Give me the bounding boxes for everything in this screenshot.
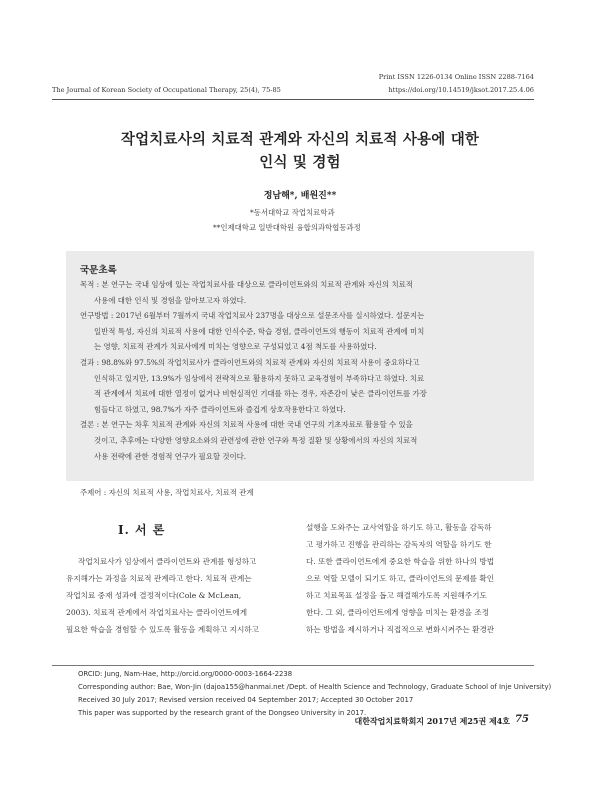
doi-link[interactable]: https://doi.org/10.14519/jksot.2017.25.4.06 xyxy=(388,86,534,94)
abstract-line: 일반적 특성, 자신의 치료적 사용에 대한 인식수준, 학습 경험, 클라이언트의 행동이 치료적 관계에 미치 xyxy=(94,327,425,336)
abstract-line: 사용 전략에 관한 경험적 연구가 필요할 것이다. xyxy=(94,452,247,461)
body-text-line: 으로 역할 모델이 되기도 하고, 클라이언트의 문제를 확인 xyxy=(306,574,495,583)
abstract-line: 는 영향, 치료적 관계가 치료사에게 미치는 영향으로 구성되었고 4점 척도를 사용하였다. xyxy=(94,342,377,351)
body-text-line: 고 평가하고 진행을 관리하는 감독자의 역할을 하기도 한 xyxy=(306,540,492,549)
footnote-corresponding: Corresponding author: Bae, Won-Jin (dajoa155@hanmai.net /Dept. of Health Science and Technology, Graduate School of Inje University) xyxy=(78,683,552,691)
abstract-line: 연구방법 : 2017년 6월부터 7월까지 국내 작업치료사 237명을 대상으로 설문조사를 실시하였다. 설문지는 xyxy=(80,311,425,320)
abstract-line: 사용에 대한 인식 및 경험을 알아보고자 하였다. xyxy=(94,296,247,305)
body-text-line: 필요한 학습을 경험할 수 있도록 활동을 계획하고 지시하고 xyxy=(66,625,259,634)
abstract-line: 목적 : 본 연구는 국내 임상에 있는 작업치료사를 대상으로 클라이언트와의 치료적 관계와 자신의 치료적 xyxy=(80,280,413,289)
abstract-line: 힘들다고 하였고, 98.7%가 자주 클라이언트와 즐겁게 상호작용한다고 하였다. xyxy=(94,405,346,414)
section-title: Ⅰ. 서 론 xyxy=(118,523,166,537)
body-text-line: 하고 치료목표 설정을 돕고 해결해가도록 지원해주기도 xyxy=(306,591,487,600)
paper-title-line1: 작업치료사의 치료적 관계와 자신의 치료적 사용에 대한 xyxy=(120,131,480,148)
abstract-heading: 국문초록 xyxy=(80,265,117,276)
footnote-received: Received 30 July 2017; Revised version received 04 September 2017; Accepted 30 October 2017 xyxy=(78,696,414,704)
issn-text: Print ISSN 1226-0134 Online ISSN 2288-7164 xyxy=(378,73,534,81)
body-text-line: 2003). 치료적 관계에서 작업치료사는 클라이언트에게 xyxy=(66,608,248,617)
journal-footer: 대한작업치료학회지 2017년 제25권 제4호 xyxy=(354,716,510,726)
keywords: 주제어 : 자신의 치료적 사용, 작업치료사, 치료적 관계 xyxy=(80,488,254,497)
abstract-line: 것이고, 추후에는 다양한 영향요소와의 관련성에 관한 연구와 특정 질환 및 상황에서의 자신의 치료적 xyxy=(94,436,418,445)
body-text-line: 작업치료 중재 성과에 결정적이다(Cole & McLean, xyxy=(66,591,242,600)
abstract-line: 결론 : 본 연구는 차후 치료적 관계와 자신의 치료적 사용에 대한 국내 연구의 기초자료로 활용할 수 있을 xyxy=(80,420,413,429)
affiliation-2: **인제대학교 일반대학원 융합의과학협동과정 xyxy=(213,223,361,232)
abstract-line: 결과 : 98.8%와 97.5%의 작업치료사가 클라이언트와의 치료적 관계와 자신의 치료적 사용이 중요하다고 xyxy=(80,358,420,367)
body-text-line: 유지해가는 과정을 치료적 관계라고 한다. 치료적 관계는 xyxy=(66,574,252,583)
body-text-line: 다. 또한 클라이언트에게 중요한 학습을 위한 하나의 방법 xyxy=(306,557,495,566)
abstract-line: 적 관계에서 치료에 대한 열정이 없거나 비현실적인 기대를 하는 경우, 자존감이 낮은 클라이언트를 가장 xyxy=(94,389,427,398)
footnote-funding: This paper was supported by the research grant of the Dongseo University in 2017. xyxy=(78,709,367,717)
body-text-line: 하는 방법을 제시하거나 직접적으로 변화시켜주는 환경관 xyxy=(306,625,495,634)
footnote-orcid: ORCID: Jung, Nam-Hae, http://orcid.org/0000-0003-1664-2238 xyxy=(78,670,293,678)
journal-citation: The Journal of Korean Society of Occupational Therapy, 25(4), 75-85 xyxy=(52,86,281,94)
author-names: 정남해*, 배원진** xyxy=(263,191,337,201)
page-number: 75 xyxy=(515,714,529,725)
affiliation-1: *동서대학교 작업치료학과 xyxy=(250,208,335,217)
body-text-line: 설행을 도와주는 교사역할을 하기도 하고, 활동을 감독하 xyxy=(306,523,492,532)
header-divider xyxy=(52,99,534,100)
body-text-line: 한다. 그 외, 클라이언트에게 영향을 미치는 환경을 조정 xyxy=(306,608,490,617)
footnote-divider xyxy=(52,665,534,666)
abstract-line: 인식하고 있지만, 13.9%가 임상에서 전략적으로 활용하지 못하고 교육경험이 부족하다고 하였다. 치료 xyxy=(94,374,425,383)
paper-title-line2: 인식 및 경험 xyxy=(259,154,341,171)
body-text-line: 작업치료사가 임상에서 클라이언트와 관계를 형성하고 xyxy=(78,557,257,566)
